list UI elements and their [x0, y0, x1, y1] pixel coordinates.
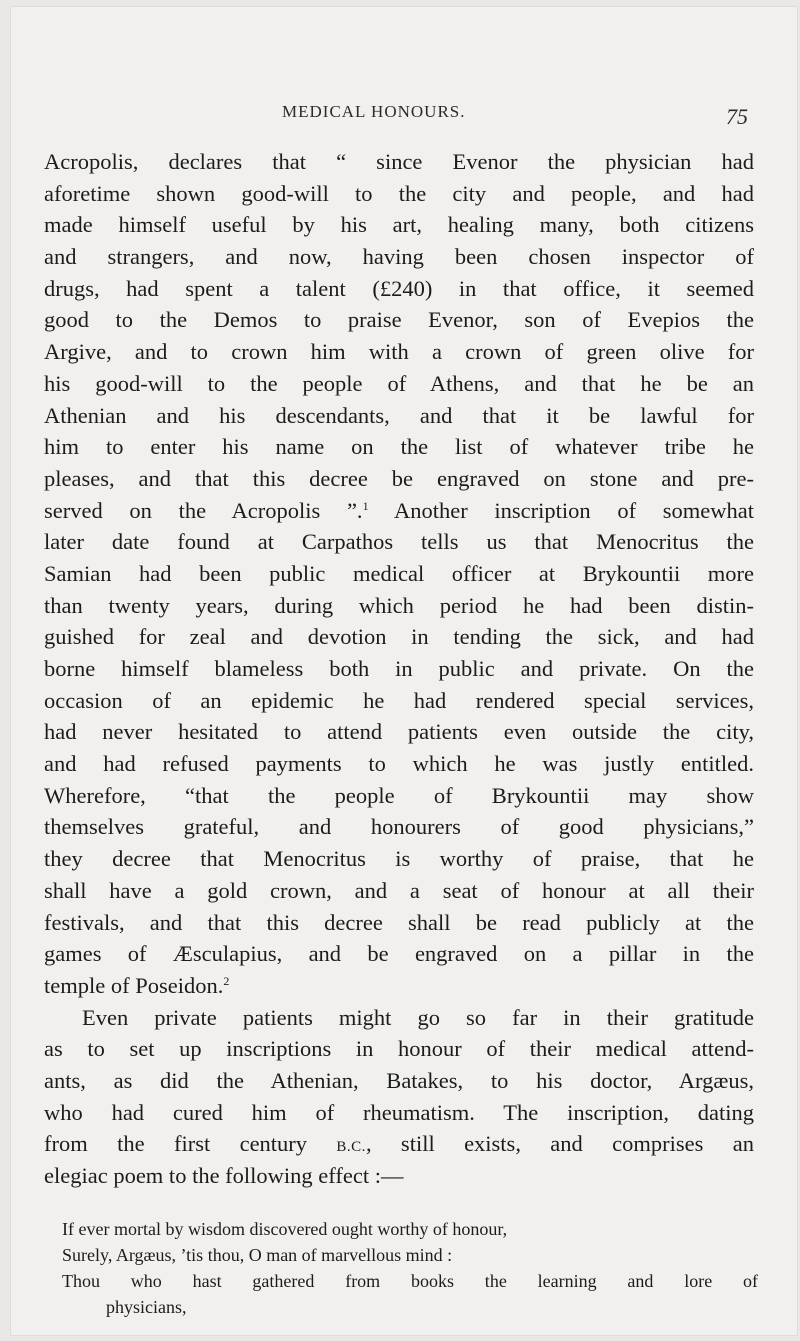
poem-line: If ever mortal by wisdom discovered ought worthy of honour, — [62, 1219, 508, 1239]
text-line: they decree that Menocritus is worthy of praise, that he — [44, 846, 754, 872]
poem-line: Thou who hast gathered from books the learning and lore of — [62, 1271, 758, 1291]
text-line: and strangers, and now, having been chosen inspector of — [44, 244, 754, 270]
poem-line-continuation: physicians, — [106, 1297, 187, 1317]
text-line: good to the Demos to praise Evenor, son of Evepios the — [44, 307, 754, 333]
text-line: borne himself blameless both in public and private. On the — [44, 656, 754, 681]
text-line: pleases, and that this decree be engraved on stone and pre- — [44, 465, 754, 491]
small-caps-era: B.C. — [336, 1139, 366, 1156]
text-line: Wherefore, “that the people of Brykountii may show — [44, 782, 754, 808]
text-line: drugs, had spent a talent (£240) in that office, it seemed — [44, 275, 754, 301]
text-line: as to set up inscriptions in honour of their medical attend- — [44, 1036, 754, 1062]
text-segment: , still exists, and comprises an — [365, 1131, 755, 1157]
text-line: festivals, and that this decree shall be read publicly at the — [44, 909, 754, 935]
text-line: Athenian and his descendants, and that it be lawful for — [44, 402, 754, 428]
text-line: occasion of an epidemic he had rendered special services, — [44, 687, 754, 713]
text-segment: from the first century — [44, 1131, 337, 1157]
text-line — [44, 970, 754, 1002]
text-line: ants, as did the Athenian, Batakes, to his doctor, Argæus, — [44, 1067, 754, 1093]
text-line: than twenty years, during which period he had been distin- — [44, 592, 754, 618]
body-text — [44, 146, 754, 1192]
text-segment: temple of Poseidon. — [44, 972, 224, 998]
text-line: who had cured him of rheumatism. The inscription, dating — [44, 1099, 754, 1125]
text-line: later date found at Carpathos tells us that Menocritus the — [44, 529, 754, 555]
text-line: made himself useful by his art, healing many, both citizens — [44, 212, 754, 238]
footnote-ref-1: 1 — [362, 498, 369, 513]
text-line — [44, 1128, 754, 1160]
text-line: guished for zeal and devotion in tending the sick, and had — [44, 624, 754, 650]
footnote-ref-2: 2 — [223, 973, 230, 988]
elegiac-poem — [62, 1216, 758, 1320]
page-number: 75 — [726, 104, 748, 129]
text-line: had never hesitated to attend patients even outside the city, — [44, 719, 754, 745]
text-segment: served on the Acropolis ”. — [44, 497, 363, 523]
paragraph-first-line: Even private patients might go so far in their gratitude — [82, 1004, 754, 1030]
poem-line: Surely, Argæus, ’tis thou, O man of marvellous mind : — [62, 1245, 453, 1265]
running-head-title: MEDICAL HONOURS. — [282, 102, 466, 121]
text-line: Samian had been public medical officer at Brykountii more — [44, 560, 754, 586]
text-line: his good-will to the people of Athens, and that he be an — [44, 370, 754, 396]
text-line: him to enter his name on the list of whatever tribe he — [44, 434, 754, 460]
running-header — [0, 102, 800, 129]
text-line: Acropolis, declares that “ since Evenor the physician had — [44, 149, 754, 174]
text-line: Argive, and to crown him with a crown of green olive for — [44, 339, 754, 365]
text-line: games of Æsculapius, and be engraved on a pillar in the — [44, 941, 754, 967]
text-line: shall have a gold crown, and a seat of honour at all their — [44, 877, 754, 903]
text-line: aforetime shown good-will to the city and people, and had — [44, 180, 754, 206]
text-line: themselves grateful, and honourers of good physicians,” — [44, 814, 754, 840]
text-line — [44, 495, 754, 527]
text-line: and had refused payments to which he was justly entitled. — [44, 751, 754, 777]
text-line: elegiac poem to the following effect :— — [44, 1163, 404, 1188]
text-segment: Another inscription of somewhat — [368, 497, 754, 523]
